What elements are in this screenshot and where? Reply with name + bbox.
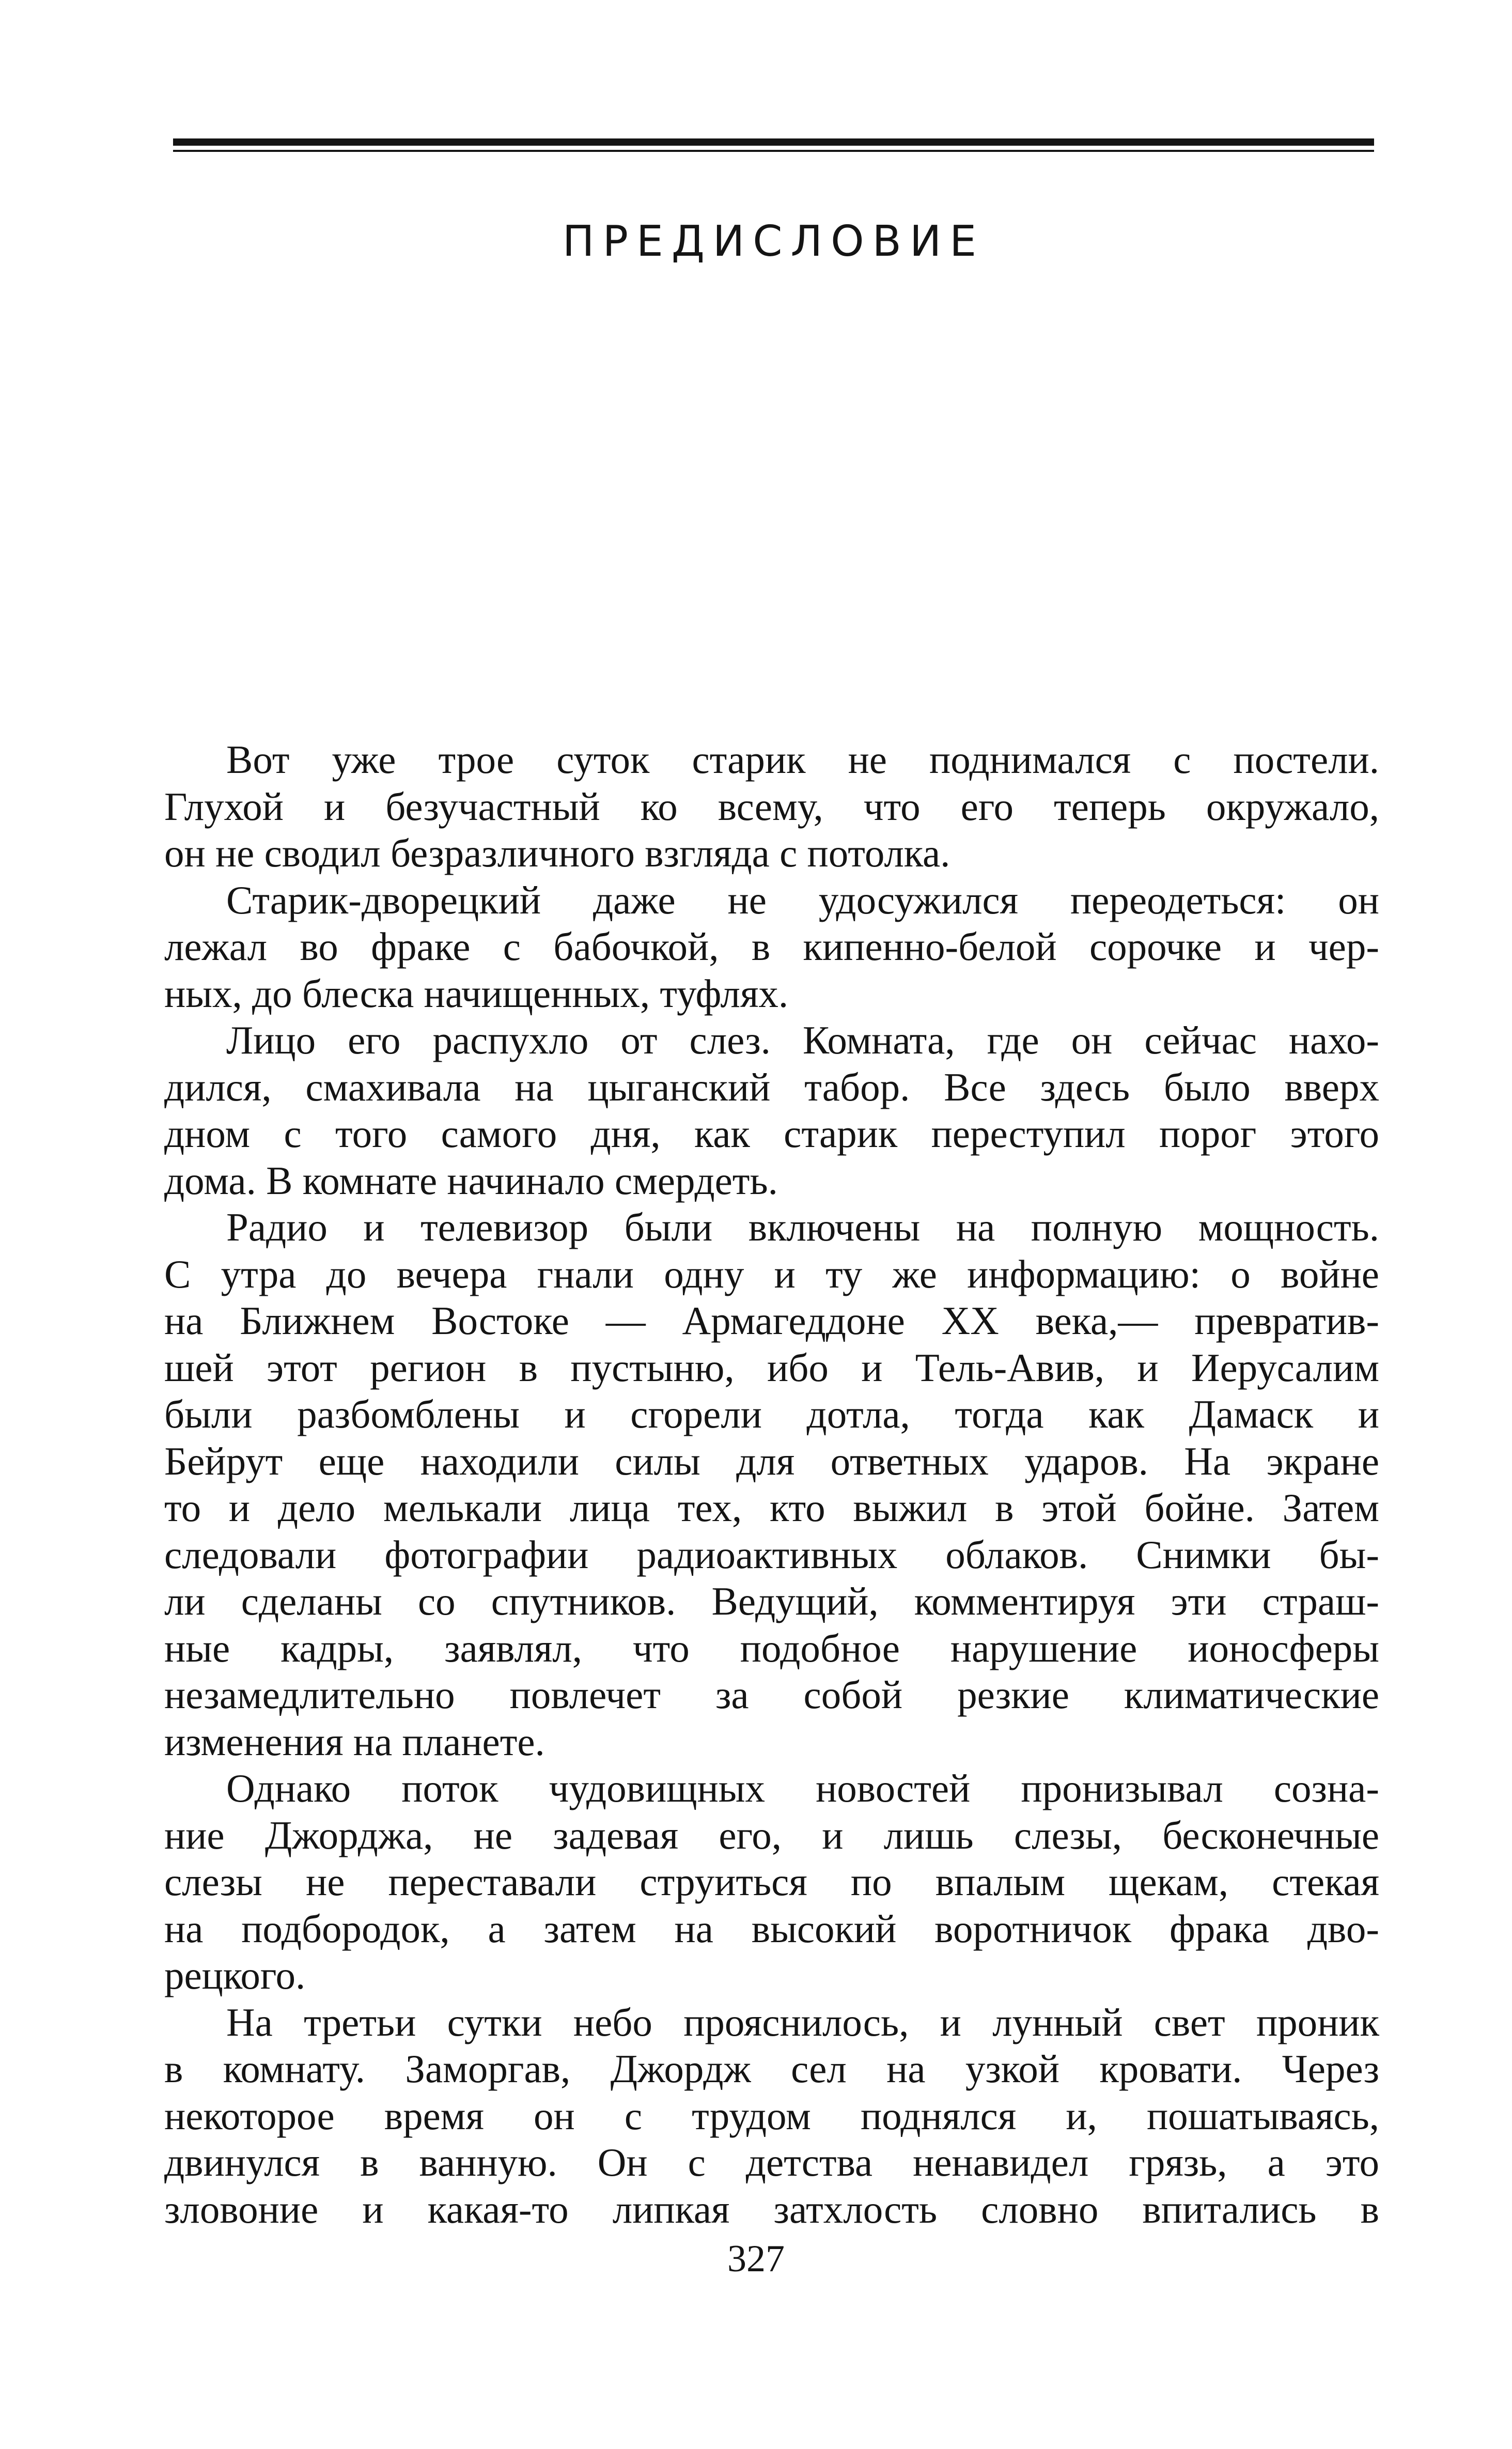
text-line: дился, смахивала на цыганский табор. Все здесь было вверх [164, 1064, 1379, 1109]
text-line: Радио и телевизор были включены на полную мощность. [226, 1205, 1379, 1249]
text-line: ли сделаны со спутников. Ведущий, комментируя эти страш- [164, 1579, 1379, 1623]
text-line: он не сводил безразличного взгляда с потолка. [164, 831, 950, 875]
top-rule-thick [173, 138, 1374, 146]
text-line: изменения на планете. [164, 1719, 545, 1764]
text-line: слезы не переставали струиться по впалым щекам, стекая [164, 1859, 1379, 1904]
text-line: дном с того самого дня, как старик переступил порог этого [164, 1111, 1379, 1156]
body-text [164, 736, 1379, 2233]
text-line: ных, до блеска начищенных, туфлях. [164, 971, 789, 1016]
text-line: незамедлительно повлечет за собой резкие климатические [164, 1672, 1379, 1717]
text-line: были разбомблены и сгорели дотла, тогда как Дамаск и [164, 1392, 1379, 1436]
text-line: зловоние и какая-то липкая затхлость словно впитались в [164, 2187, 1379, 2231]
text-line: Бейрут еще находили силы для ответных ударов. На экране [164, 1438, 1379, 1483]
text-line: то и дело мелькали лица тех, кто выжил в этой бойне. Затем [164, 1485, 1379, 1530]
text-line: Лицо его распухло от слез. Комната, где он сейчас нахо- [226, 1018, 1379, 1062]
text-line: на подбородок, а затем на высокий воротничок фрака дво- [164, 1906, 1379, 1951]
text-line: лежал во фраке с бабочкой, в кипенно-белой сорочке и чер- [164, 924, 1379, 969]
text-line: рецкого. [164, 1953, 306, 1997]
text-line: дома. В комнате начинало смердеть. [164, 1158, 778, 1203]
top-rule-thin [173, 150, 1374, 152]
text-line: С утра до вечера гнали одну и ту же информацию: о войне [164, 1251, 1379, 1296]
text-line: в комнату. Заморгав, Джордж сел на узкой кровати. Через [164, 2047, 1379, 2091]
text-line: Глухой и безучастный ко всему, что его теперь окружало, [164, 784, 1379, 829]
text-line: шей этот регион в пустыню, ибо и Тель-Авив, и Иерусалим [164, 1345, 1379, 1390]
text-line: ные кадры, заявлял, что подобное нарушение ионосферы [164, 1625, 1379, 1670]
text-line: ние Джорджа, не задевая его, и лишь слезы, бесконечные [164, 1812, 1379, 1857]
text-line: Вот уже трое суток старик не поднимался с постели. [226, 737, 1379, 782]
text-line: двинулся в ванную. Он с детства ненавидел грязь, а это [164, 2140, 1379, 2184]
text-line: Однако поток чудовищных новостей пронизывал созна- [226, 1766, 1379, 1810]
chapter-title: ПРЕДИСЛОВИЕ [562, 217, 985, 266]
text-line: на Ближнем Востоке — Армагеддоне XX века,— превратив- [164, 1298, 1379, 1343]
text-line: следовали фотографии радиоактивных облаков. Снимки бы- [164, 1532, 1379, 1577]
text-line: На третьи сутки небо прояснилось, и лунный свет проник [226, 2000, 1379, 2044]
text-line: некоторое время он с трудом поднялся и, пошатываясь, [164, 2093, 1379, 2138]
text-line: Старик-дворецкий даже не удосужился переодеться: он [226, 877, 1379, 922]
page-number: 327 [727, 2238, 785, 2280]
